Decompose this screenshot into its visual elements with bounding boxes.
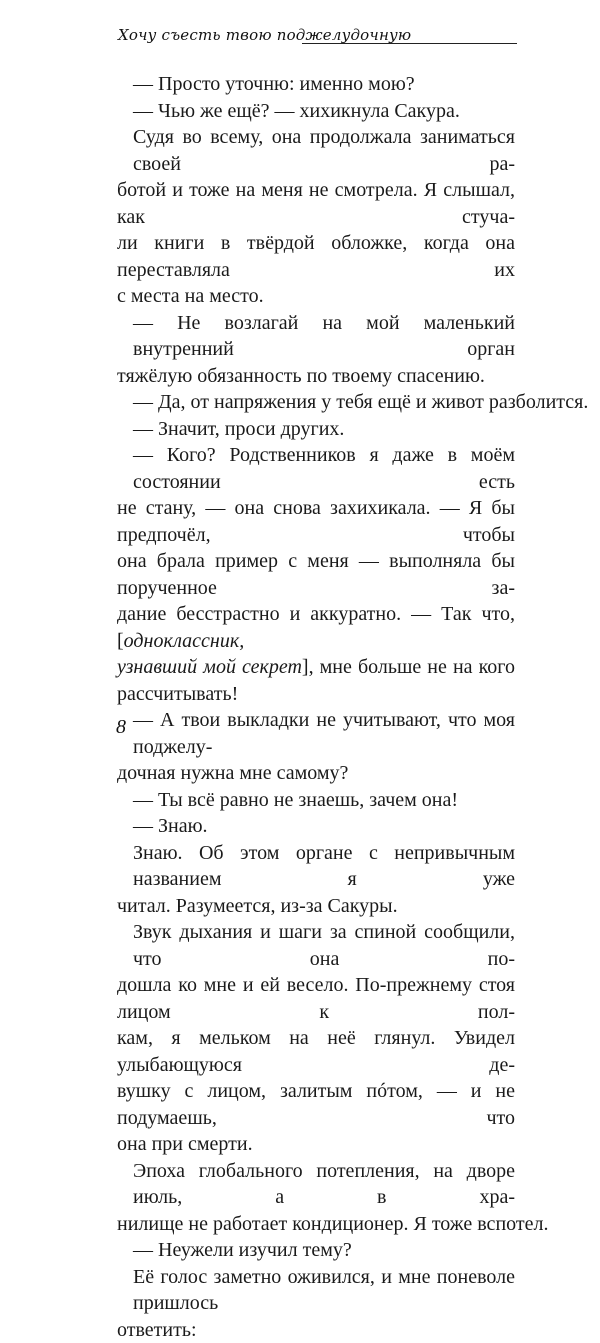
page-number: 8 (116, 716, 126, 739)
text-line-content: — Не возлагай на мой маленький внутренний орган (133, 312, 515, 361)
text-line (117, 283, 515, 310)
text-line-content: Звук дыхания и шаги за спиной сообщили, что она по- (133, 921, 515, 970)
text-line (117, 760, 515, 787)
text-line-content: Судя во всему, она продолжала заниматься своей ра- (133, 126, 515, 175)
running-title: Хочу съесть твою поджелудочную (118, 26, 411, 44)
text-line (117, 310, 515, 363)
text-line (117, 442, 515, 495)
text-line (117, 1078, 515, 1131)
text-line-content: — Знаю. (133, 815, 208, 837)
text-line (117, 601, 515, 654)
text-line-content: дошла ко мне и ей весело. По-прежнему стоя лицом к пол- (117, 974, 515, 1023)
text-line-content: — Ты всё равно не знаешь, зачем она! (133, 789, 458, 811)
text-line-content: не стану, — она снова захихикала. — Я бы предпочёл, чтобы (117, 497, 515, 546)
text-line (117, 787, 515, 814)
text-line-content: — Значит, проси других. (133, 418, 344, 440)
text-line-continuation: ], мне больше не на кого рассчитывать! (117, 656, 515, 705)
text-line-content: ботой и тоже на меня не смотрела. Я слышал, как стуча- (117, 179, 515, 228)
header-rule (302, 43, 517, 44)
text-line-content: читал. Разумеется, из-за Сакуры. (117, 895, 398, 917)
text-line (117, 707, 515, 760)
text-line (117, 919, 515, 972)
text-line-content: — А твои выкладки не учитывают, что моя поджелу- (133, 709, 515, 758)
text-line-content: кам, я мельком на неё глянул. Увидел улыбающуюся де- (117, 1027, 515, 1076)
text-line (117, 1237, 515, 1264)
text-line-content: — Просто уточню: именно мою? (133, 73, 415, 95)
text-line (117, 363, 515, 390)
text-line (117, 124, 515, 177)
text-line-content: дание бесстрастно и аккуратно. — Так что, [ (117, 603, 515, 652)
text-line (117, 1025, 515, 1078)
text-line-content: она при смерти. (117, 1133, 253, 1155)
text-line (117, 177, 515, 230)
text-line-content: — Неужели изучил тему? (133, 1239, 352, 1261)
italic-phrase: узнавший мой секрет (117, 656, 302, 678)
text-line (117, 1264, 515, 1317)
text-line (117, 98, 515, 125)
text-line-content: вушку с лицом, залитым пóтом, — и не подумаешь, что (117, 1080, 515, 1129)
italic-phrase: одноклассник, (124, 630, 245, 652)
text-line (117, 972, 515, 1025)
text-line-content: ли книги в твёрдой обложке, когда она переставляла их (117, 232, 515, 281)
text-line-content: — Кого? Родственников я даже в моём состоянии есть (133, 444, 515, 493)
text-line (117, 1131, 515, 1158)
text-line (117, 654, 515, 707)
text-line-content: дочная нужна мне самому? (117, 762, 348, 784)
text-line (117, 1317, 515, 1343)
text-line (117, 1211, 515, 1238)
text-line-content: — Да, от напряжения у тебя ещё и живот разболится. (133, 391, 588, 413)
text-line-content: — Чью же ещё? — хихикнула Сакура. (133, 100, 460, 122)
text-line (117, 71, 515, 98)
text-line-content: с места на место. (117, 285, 264, 307)
text-line (117, 840, 515, 893)
text-line-content: тяжёлую обязанность по твоему спасению. (117, 365, 485, 387)
text-line (117, 893, 515, 920)
text-line-content: она брала пример с меня — выполняла бы порученное за- (117, 550, 515, 599)
text-line-content: ответить: (117, 1319, 197, 1341)
text-line (117, 548, 515, 601)
text-line-content: Её голос заметно оживился, и мне поневоле пришлось (133, 1266, 515, 1315)
text-line (117, 495, 515, 548)
text-line (117, 230, 515, 283)
text-line (117, 389, 515, 416)
body-text (117, 71, 515, 1343)
text-line (117, 1158, 515, 1211)
text-line-content: Знаю. Об этом органе с непривычным названием я уже (133, 842, 515, 891)
running-header (112, 22, 517, 52)
text-line (117, 813, 515, 840)
text-line-content: Эпоха глобального потепления, на дворе июль, а в хра- (133, 1160, 515, 1209)
text-line-content: нилище не работает кондиционер. Я тоже вспотел. (117, 1213, 548, 1235)
text-line (117, 416, 515, 443)
